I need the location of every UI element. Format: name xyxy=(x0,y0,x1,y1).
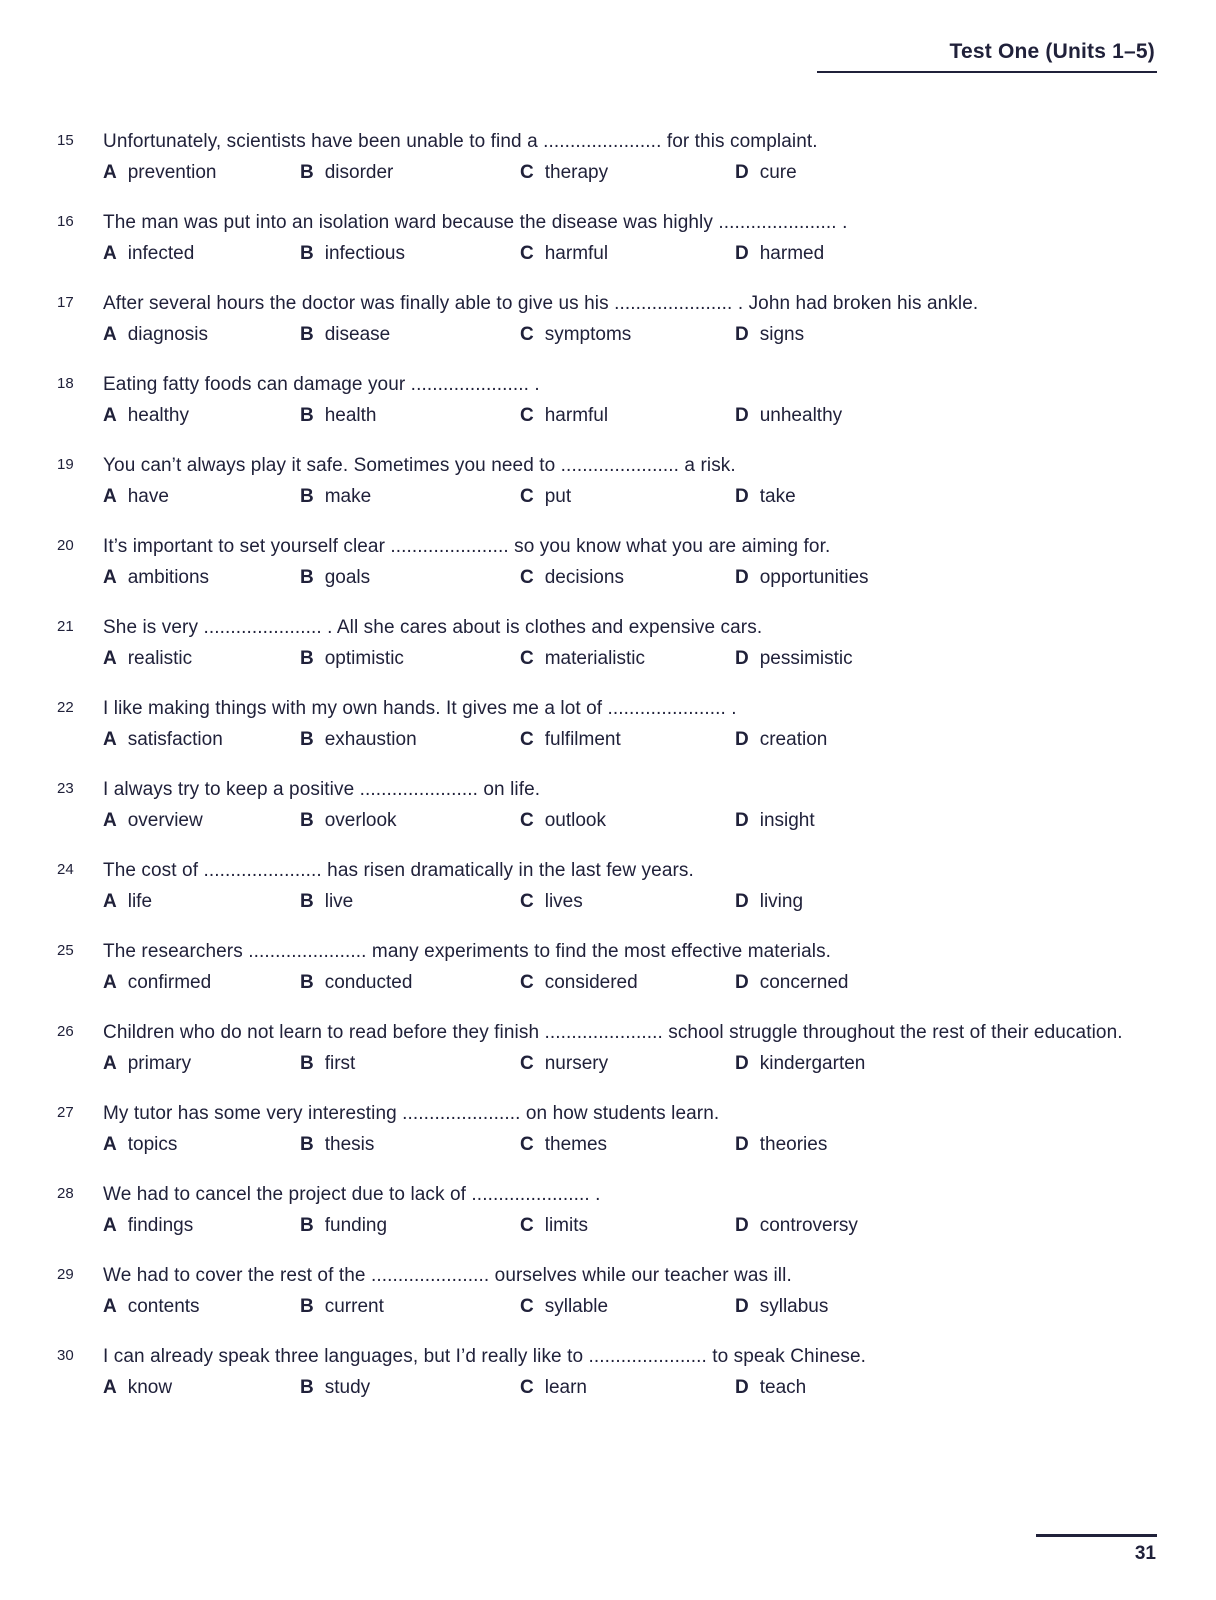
question-block xyxy=(57,1262,1159,1320)
question-row xyxy=(57,695,1159,722)
option-letter: B xyxy=(300,1053,314,1074)
options-row xyxy=(103,1050,1159,1077)
question-text: It’s important to set yourself clear ...................... so you know what you are aiming for. xyxy=(103,536,831,557)
question-row xyxy=(57,1019,1159,1046)
option-text: themes xyxy=(544,1134,608,1155)
question-text: After several hours the doctor was finally able to give us his ...................... . John had broken his ankle. xyxy=(103,293,979,314)
question-block xyxy=(57,209,1159,267)
option-text: kindergarten xyxy=(759,1053,866,1074)
option-text: realistic xyxy=(127,648,193,669)
option xyxy=(103,564,300,591)
option-letter: C xyxy=(520,1134,534,1155)
question-block xyxy=(57,290,1159,348)
question-row xyxy=(57,1181,1159,1208)
option-letter: D xyxy=(735,243,749,264)
page-header xyxy=(817,40,1157,73)
option xyxy=(103,321,300,348)
question-row xyxy=(57,1343,1159,1370)
question-block xyxy=(57,938,1159,996)
option-letter: B xyxy=(300,1134,314,1155)
question-block xyxy=(57,371,1159,429)
option-text: outlook xyxy=(544,810,607,831)
question-number: 23 xyxy=(57,780,74,797)
options-row xyxy=(103,888,1159,915)
question-block xyxy=(57,857,1159,915)
question-text: She is very ...................... . All she cares about is clothes and expensive cars. xyxy=(103,617,763,638)
question-text: I like making things with my own hands. It gives me a lot of ...................... . xyxy=(103,698,737,719)
option-text: syllable xyxy=(544,1296,609,1317)
option xyxy=(300,1374,520,1401)
option-letter: D xyxy=(735,324,749,345)
option-letter: D xyxy=(735,891,749,912)
option-letter: D xyxy=(735,1377,749,1398)
option-letter: C xyxy=(520,1215,534,1236)
options-row xyxy=(103,726,1159,753)
option-text: satisfaction xyxy=(127,729,223,750)
option-text: ambitions xyxy=(127,567,210,588)
option-letter: C xyxy=(520,567,534,588)
option-letter: A xyxy=(103,810,117,831)
option xyxy=(103,645,300,672)
option-letter: D xyxy=(735,1215,749,1236)
option-text: learn xyxy=(544,1377,587,1398)
option-letter: A xyxy=(103,243,117,264)
option xyxy=(300,726,520,753)
option-letter: B xyxy=(300,648,314,669)
option-text: health xyxy=(324,405,377,426)
option xyxy=(103,969,300,996)
option xyxy=(735,888,1159,915)
option xyxy=(520,969,735,996)
option-text: disease xyxy=(324,324,391,345)
option-letter: A xyxy=(103,1296,117,1317)
option-text: disorder xyxy=(324,162,394,183)
option-text: topics xyxy=(127,1134,178,1155)
question-number: 18 xyxy=(57,375,74,392)
options-row xyxy=(103,645,1159,672)
options-row xyxy=(103,807,1159,834)
option xyxy=(520,1131,735,1158)
option-letter: A xyxy=(103,972,117,993)
question-row xyxy=(57,371,1159,398)
option xyxy=(735,645,1159,672)
option-text: signs xyxy=(759,324,805,345)
option-letter: B xyxy=(300,567,314,588)
option-letter: B xyxy=(300,891,314,912)
options-row xyxy=(103,1293,1159,1320)
question-row xyxy=(57,857,1159,884)
option xyxy=(300,240,520,267)
option xyxy=(300,1293,520,1320)
question-row xyxy=(57,533,1159,560)
question-text: We had to cover the rest of the ...................... ourselves while our teacher was ill. xyxy=(103,1265,792,1286)
option xyxy=(103,483,300,510)
option-text: fulfilment xyxy=(544,729,621,750)
option xyxy=(520,726,735,753)
option-text: lives xyxy=(544,891,583,912)
option-letter: C xyxy=(520,324,534,345)
question-row xyxy=(57,614,1159,641)
option-letter: A xyxy=(103,1134,117,1155)
options-row xyxy=(103,402,1159,429)
question-block xyxy=(57,614,1159,672)
question-block xyxy=(57,452,1159,510)
option-text: prevention xyxy=(127,162,217,183)
option-letter: A xyxy=(103,1215,117,1236)
option-text: exhaustion xyxy=(324,729,417,750)
option-letter: D xyxy=(735,1296,749,1317)
question-block xyxy=(57,695,1159,753)
option-text: diagnosis xyxy=(127,324,209,345)
question-row xyxy=(57,209,1159,236)
option xyxy=(520,645,735,672)
option-letter: D xyxy=(735,648,749,669)
question-number: 19 xyxy=(57,456,74,473)
option xyxy=(300,159,520,186)
option-text: thesis xyxy=(324,1134,375,1155)
option xyxy=(300,483,520,510)
option xyxy=(520,159,735,186)
option-text: conducted xyxy=(324,972,413,993)
question-number: 28 xyxy=(57,1185,74,1202)
option xyxy=(520,1212,735,1239)
option-text: infected xyxy=(127,243,195,264)
option-text: make xyxy=(324,486,372,507)
option-letter: D xyxy=(735,972,749,993)
option-letter: A xyxy=(103,1053,117,1074)
option xyxy=(520,807,735,834)
option xyxy=(735,969,1159,996)
option-text: limits xyxy=(544,1215,589,1236)
option xyxy=(300,969,520,996)
option-text: insight xyxy=(759,810,815,831)
option-letter: C xyxy=(520,1296,534,1317)
option-letter: B xyxy=(300,162,314,183)
question-block xyxy=(57,1100,1159,1158)
option-text: live xyxy=(324,891,354,912)
question-number: 30 xyxy=(57,1347,74,1364)
option-letter: D xyxy=(735,729,749,750)
question-block xyxy=(57,128,1159,186)
option-text: unhealthy xyxy=(759,405,843,426)
option-text: funding xyxy=(324,1215,388,1236)
option-text: cure xyxy=(759,162,797,183)
question-text: Unfortunately, scientists have been unable to find a ...................... for this complaint. xyxy=(103,131,818,152)
option xyxy=(520,888,735,915)
option-text: have xyxy=(127,486,169,507)
options-row xyxy=(103,969,1159,996)
option xyxy=(735,321,1159,348)
option-letter: C xyxy=(520,1053,534,1074)
option-text: materialistic xyxy=(544,648,646,669)
option xyxy=(300,645,520,672)
option-letter: D xyxy=(735,405,749,426)
option-text: therapy xyxy=(544,162,609,183)
option-text: goals xyxy=(324,567,371,588)
option xyxy=(103,240,300,267)
question-number: 24 xyxy=(57,861,74,878)
options-row xyxy=(103,1131,1159,1158)
option xyxy=(300,402,520,429)
option xyxy=(300,807,520,834)
option xyxy=(735,564,1159,591)
question-text: Children who do not learn to read before they finish ...................... school struggle throughout the rest of their education. xyxy=(103,1022,1123,1043)
question-block xyxy=(57,1343,1159,1401)
option-letter: B xyxy=(300,486,314,507)
question-list xyxy=(57,128,1159,1424)
option-text: opportunities xyxy=(759,567,869,588)
option xyxy=(103,726,300,753)
question-text: Eating fatty foods can damage your ...................... . xyxy=(103,374,540,395)
option-text: controversy xyxy=(759,1215,858,1236)
option xyxy=(735,807,1159,834)
question-number: 15 xyxy=(57,132,74,149)
header-rule xyxy=(817,71,1157,73)
option-letter: B xyxy=(300,1215,314,1236)
option xyxy=(300,1131,520,1158)
option-text: nursery xyxy=(544,1053,609,1074)
option xyxy=(520,564,735,591)
option-text: know xyxy=(127,1377,173,1398)
option-letter: A xyxy=(103,324,117,345)
option-letter: C xyxy=(520,729,534,750)
option-letter: A xyxy=(103,162,117,183)
question-block xyxy=(57,776,1159,834)
options-row xyxy=(103,483,1159,510)
question-row xyxy=(57,776,1159,803)
option xyxy=(735,1050,1159,1077)
option-text: harmful xyxy=(544,243,609,264)
option-text: optimistic xyxy=(324,648,404,669)
option-letter: A xyxy=(103,486,117,507)
option-text: findings xyxy=(127,1215,194,1236)
option-text: life xyxy=(127,891,153,912)
option-letter: B xyxy=(300,810,314,831)
option-letter: A xyxy=(103,405,117,426)
option-text: healthy xyxy=(127,405,190,426)
question-row xyxy=(57,452,1159,479)
option xyxy=(103,159,300,186)
options-row xyxy=(103,159,1159,186)
question-number: 16 xyxy=(57,213,74,230)
option-text: infectious xyxy=(324,243,406,264)
option-text: concerned xyxy=(759,972,849,993)
option-text: put xyxy=(544,486,572,507)
option xyxy=(735,240,1159,267)
option-text: living xyxy=(759,891,804,912)
question-text: My tutor has some very interesting ...................... on how students learn. xyxy=(103,1103,720,1124)
question-text: The cost of ...................... has risen dramatically in the last few years. xyxy=(103,860,694,881)
option xyxy=(735,483,1159,510)
option xyxy=(103,1374,300,1401)
option-letter: D xyxy=(735,810,749,831)
option xyxy=(103,1050,300,1077)
question-row xyxy=(57,290,1159,317)
question-number: 17 xyxy=(57,294,74,311)
option-letter: B xyxy=(300,243,314,264)
option xyxy=(735,1374,1159,1401)
option-letter: B xyxy=(300,324,314,345)
option xyxy=(735,159,1159,186)
options-row xyxy=(103,564,1159,591)
option-letter: C xyxy=(520,243,534,264)
test-title: Test One (Units 1–5) xyxy=(949,40,1155,63)
option-text: theories xyxy=(759,1134,828,1155)
option-letter: B xyxy=(300,972,314,993)
option-letter: C xyxy=(520,972,534,993)
question-number: 20 xyxy=(57,537,74,554)
option-text: pessimistic xyxy=(759,648,853,669)
question-text: The man was put into an isolation ward because the disease was highly ...................... . xyxy=(103,212,848,233)
option-letter: D xyxy=(735,1134,749,1155)
option xyxy=(103,1293,300,1320)
option xyxy=(300,1050,520,1077)
option xyxy=(520,1050,735,1077)
question-row xyxy=(57,1100,1159,1127)
option xyxy=(300,1212,520,1239)
question-number: 21 xyxy=(57,618,74,635)
option-letter: B xyxy=(300,1296,314,1317)
option xyxy=(520,321,735,348)
option-letter: D xyxy=(735,1053,749,1074)
question-block xyxy=(57,533,1159,591)
question-block xyxy=(57,1019,1159,1077)
question-text: You can’t always play it safe. Sometimes you need to ...................... a risk. xyxy=(103,455,736,476)
option-letter: C xyxy=(520,405,534,426)
option-letter: D xyxy=(735,162,749,183)
option-text: teach xyxy=(759,1377,807,1398)
option xyxy=(520,402,735,429)
option xyxy=(520,483,735,510)
footer-rule xyxy=(1036,1534,1157,1537)
option xyxy=(735,1212,1159,1239)
options-row xyxy=(103,240,1159,267)
question-number: 25 xyxy=(57,942,74,959)
option-letter: A xyxy=(103,1377,117,1398)
option-text: overlook xyxy=(324,810,397,831)
option-letter: D xyxy=(735,486,749,507)
option xyxy=(103,1212,300,1239)
option-text: take xyxy=(759,486,796,507)
options-row xyxy=(103,321,1159,348)
question-number: 26 xyxy=(57,1023,74,1040)
option-text: creation xyxy=(759,729,828,750)
option-letter: A xyxy=(103,891,117,912)
option-letter: B xyxy=(300,1377,314,1398)
question-text: The researchers ...................... many experiments to find the most effective materials. xyxy=(103,941,832,962)
option-letter: A xyxy=(103,648,117,669)
option-text: considered xyxy=(544,972,638,993)
option xyxy=(300,321,520,348)
question-row xyxy=(57,1262,1159,1289)
option xyxy=(520,1293,735,1320)
option-letter: C xyxy=(520,810,534,831)
option xyxy=(735,402,1159,429)
option-text: current xyxy=(324,1296,384,1317)
option xyxy=(735,1293,1159,1320)
question-number: 22 xyxy=(57,699,74,716)
option-letter: C xyxy=(520,1377,534,1398)
option xyxy=(103,888,300,915)
option xyxy=(735,726,1159,753)
option-text: primary xyxy=(127,1053,192,1074)
option xyxy=(520,240,735,267)
option-letter: A xyxy=(103,729,117,750)
option-letter: B xyxy=(300,729,314,750)
option xyxy=(300,564,520,591)
option-text: study xyxy=(324,1377,371,1398)
question-text: I always try to keep a positive ...................... on life. xyxy=(103,779,541,800)
option-text: harmful xyxy=(544,405,609,426)
option-text: first xyxy=(324,1053,356,1074)
option-letter: B xyxy=(300,405,314,426)
option-letter: C xyxy=(520,162,534,183)
option-text: confirmed xyxy=(127,972,212,993)
option-text: contents xyxy=(127,1296,200,1317)
option xyxy=(103,1131,300,1158)
question-row xyxy=(57,938,1159,965)
question-row xyxy=(57,128,1159,155)
question-number: 29 xyxy=(57,1266,74,1283)
option xyxy=(300,888,520,915)
question-text: We had to cancel the project due to lack of ...................... . xyxy=(103,1184,601,1205)
option-text: overview xyxy=(127,810,203,831)
option-text: harmed xyxy=(759,243,825,264)
option xyxy=(735,1131,1159,1158)
option-text: decisions xyxy=(544,567,624,588)
option xyxy=(520,1374,735,1401)
options-row xyxy=(103,1374,1159,1401)
option-letter: A xyxy=(103,567,117,588)
page-number: 31 xyxy=(1134,1543,1156,1564)
option-letter: C xyxy=(520,891,534,912)
option-text: symptoms xyxy=(544,324,632,345)
question-number: 27 xyxy=(57,1104,74,1121)
page-footer xyxy=(1036,1534,1157,1565)
question-block xyxy=(57,1181,1159,1239)
option-letter: C xyxy=(520,486,534,507)
option xyxy=(103,807,300,834)
option-letter: C xyxy=(520,648,534,669)
option xyxy=(103,402,300,429)
option-text: syllabus xyxy=(759,1296,829,1317)
options-row xyxy=(103,1212,1159,1239)
option-letter: D xyxy=(735,567,749,588)
question-text: I can already speak three languages, but I’d really like to ...................... to speak Chinese. xyxy=(103,1346,867,1367)
